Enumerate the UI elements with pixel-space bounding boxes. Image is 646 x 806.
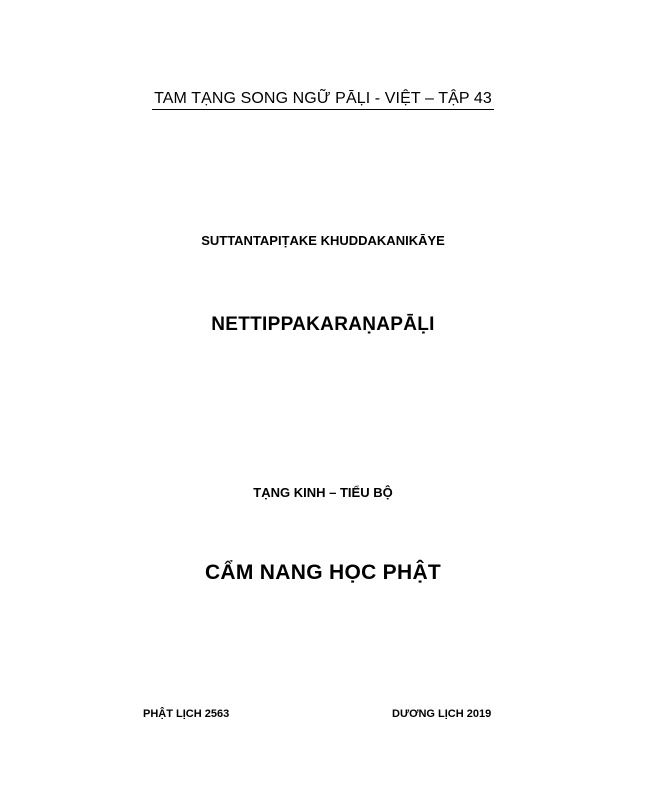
series-title [0, 90, 646, 110]
pali-collection-heading: SUTTANTAPIṬAKE KHUDDAKANIKĀYE [201, 233, 445, 248]
buddhist-year: PHẬT LỊCH 2563 [143, 708, 230, 720]
vietnamese-book-title: CẨM NANG HỌC PHẬT [204, 561, 442, 584]
gregorian-year: DƯƠNG LỊCH 2019 [392, 708, 492, 720]
series-title-text: TAM TẠNG SONG NGỮ PĀḶI - VIỆT – TẬP 43 [152, 90, 494, 110]
pali-book-title: NETTIPPAKARAṆAPĀḶI [211, 314, 435, 335]
vietnamese-collection-heading: TẠNG KINH – TIỂU BỘ [253, 485, 393, 500]
